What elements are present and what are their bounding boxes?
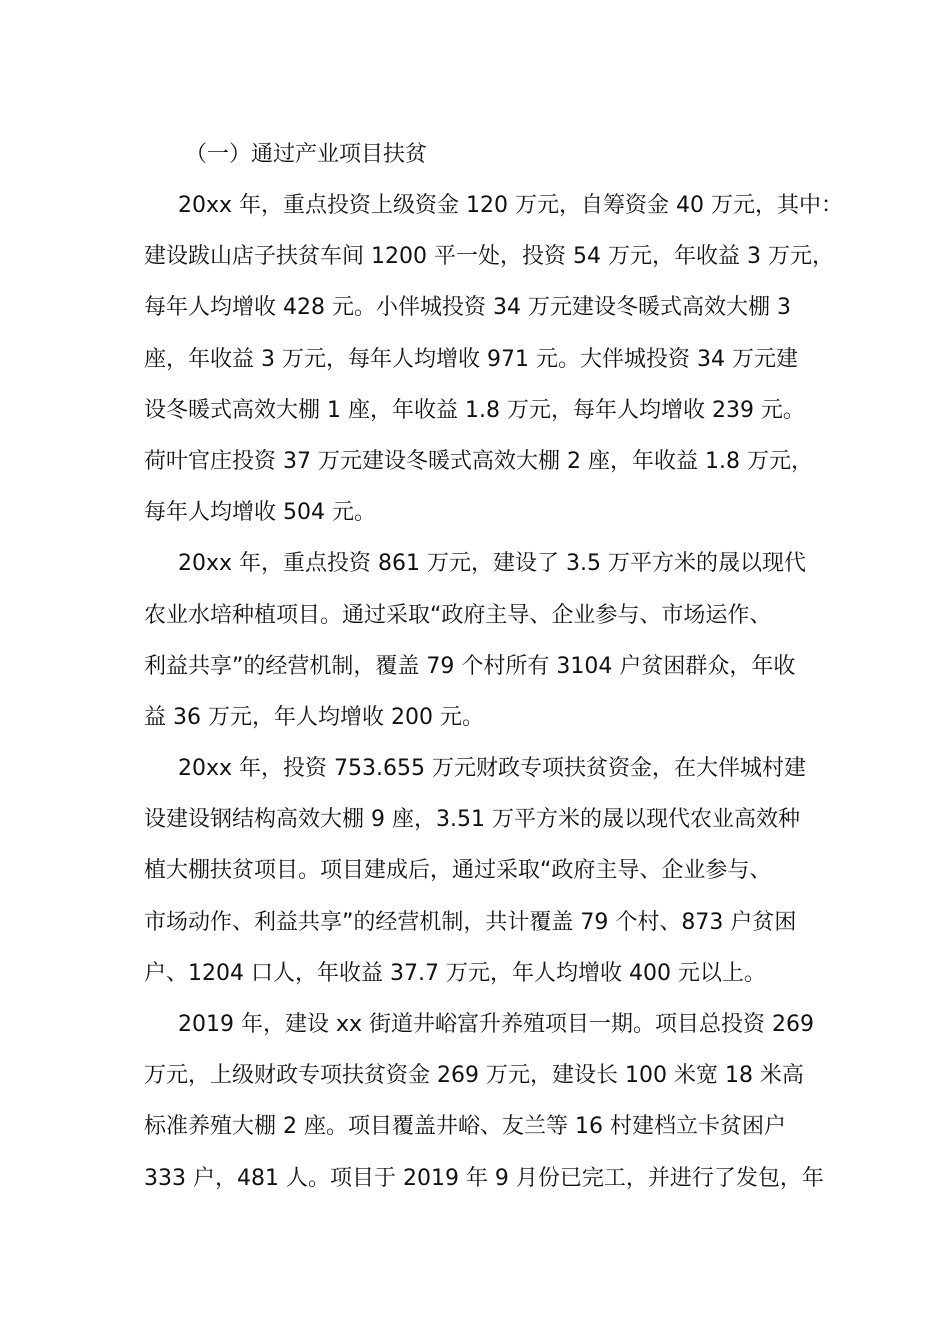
paragraph-line: 设建设钢结构高效大棚 9 座，3.51 万平方米的晟以现代农业高效种 [144,807,800,833]
paragraph-line: 植大棚扶贫项目。项目建成后，通过采取“政府主导、企业参与、 [144,858,772,884]
paragraph-line: 设冬暖式高效大棚 1 座，年收益 1.8 万元，每年人均增收 239 元。 [144,397,805,423]
paragraph-line: 万元，上级财政专项扶贫资金 269 万元，建设长 100 米宽 18 米高 [144,1063,804,1089]
paragraph-line: 座，年收益 3 万元，每年人均增收 971 元。大伴城投资 34 万元建 [144,346,798,372]
paragraph-3 [144,743,816,999]
paragraph-line: 益 36 万元，年人均增收 200 元。 [144,704,484,730]
paragraph-line: 333 户，481 人。项目于 2019 年 9 月份已完工，并进行了发包，年 [144,1165,824,1191]
paragraph-line: 农业水培种植项目。通过采取“政府主导、企业参与、市场运作、 [144,602,772,628]
section-heading: （一）通过产业项目扶贫 [185,142,428,167]
paragraph-line: 20xx 年，重点投资上级资金 120 万元，自筹资金 40 万元，其中： [178,193,843,218]
paragraph-line: 利益共享”的经营机制，覆盖 79 个村所有 3104 户贫困群众，年收 [144,653,796,679]
paragraph-line: 20xx 年，投资 753.655 万元财政专项扶贫资金，在大伴城村建 [178,756,806,782]
paragraph-line: 荷叶官庄投资 37 万元建设冬暖式高效大棚 2 座，年收益 1.8 万元， [144,448,813,474]
paragraph-line: 每年人均增收 428 元。小伴城投资 34 万元建设冬暖式高效大棚 3 [144,295,791,321]
paragraph-line: 户、1204 口人，年收益 37.7 万元，年人均增收 400 元以上。 [144,960,766,986]
paragraph-2 [144,538,816,743]
paragraph-line: 建设跋山店子扶贫车间 1200 平一处，投资 54 万元，年收益 3 万元， [144,244,834,270]
paragraph-line: 市场动作、利益共享”的经营机制，共计覆盖 79 个村、873 户贫困 [144,909,797,935]
document-body [144,130,843,1204]
paragraph-line: 标准养殖大棚 2 座。项目覆盖井峪、友兰等 16 村建档立卡贫困户 [144,1114,786,1140]
paragraph-1 [144,180,843,538]
paragraph-4 [144,999,824,1204]
paragraph-line: 20xx 年，重点投资 861 万元，建设了 3.5 万平方米的晟以现代 [178,551,806,577]
paragraph-line: 每年人均增收 504 元。 [144,500,376,526]
paragraph-line: 2019 年，建设 xx 街道井峪富升养殖项目一期。项目总投资 269 [178,1012,814,1037]
